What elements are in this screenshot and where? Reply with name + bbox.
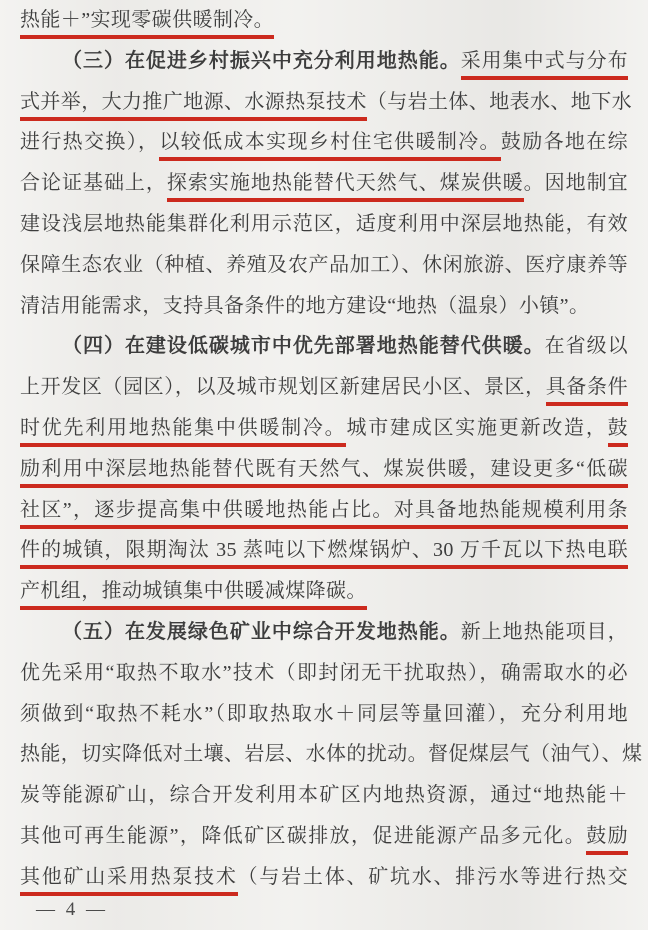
text-line	[20, 163, 628, 204]
text-line	[20, 122, 628, 163]
text-line	[20, 734, 643, 775]
text-line	[20, 204, 628, 245]
underlined-phrase: 热能＋”实现零碳供暖制冷。	[20, 9, 274, 39]
text-line	[20, 41, 628, 82]
underlined-phrase: 鼓励	[586, 825, 628, 855]
underlined-phrase: 鼓	[608, 417, 628, 447]
text-line	[20, 612, 628, 653]
text-segment: 炭等能源矿山，综合开发利用本矿区内地热资源，通过“地热能＋	[20, 784, 628, 807]
underlined-phrase: 采用集中式与分布	[461, 50, 628, 80]
page-number: — 4 —	[36, 898, 108, 920]
text-line	[20, 0, 628, 41]
text-line	[20, 857, 628, 898]
underlined-phrase: 以较低成本实现乡村住宅供暖制冷。	[159, 131, 500, 161]
text-segment: （与岩土体、矿坑水、排污水等进行热交	[237, 865, 629, 888]
text-segment: 在省级以	[544, 335, 628, 358]
underlined-phrase: 件的城镇，限期淘汰 35 蒸吨以下燃煤锅炉、30 万千瓦以下热电联	[20, 539, 628, 569]
underlined-phrase: 社区”，逐步提高集中供暖地热能占比。对具备地热能规模利用条	[20, 499, 628, 529]
underlined-phrase: 式并举，大力推广地源、水源热泵技术	[20, 91, 367, 121]
underlined-phrase: 产机组，推动城镇集中供暖减煤降碳。	[20, 580, 367, 610]
text-line	[20, 490, 628, 531]
text-line	[20, 653, 628, 694]
text-line	[20, 326, 628, 367]
section-heading: （三）在促进乡村振兴中充分利用地热能。	[62, 49, 461, 72]
underlined-phrase: 其他矿山采用热泵技术	[20, 866, 238, 896]
text-line	[20, 571, 628, 612]
text-line	[20, 245, 628, 286]
section-heading: （五）在发展绿色矿业中综合开发地热能。	[62, 620, 461, 643]
text-segment: 清洁用能需求，支持具备条件的地方建设“地热（温泉）小镇”。	[20, 294, 590, 317]
text-segment: 建设浅层地热能集群化利用示范区，适度利用中深层地热能，有效	[20, 212, 628, 235]
text-segment: 。因地制宜	[523, 172, 628, 195]
text-line	[20, 367, 628, 408]
document-body	[20, 0, 643, 898]
text-segment: 新上地热能项目，	[460, 620, 628, 643]
text-segment: 其他可再生能源”，降低矿区碳排放，促进能源产品多元化。	[20, 824, 587, 847]
text-segment: 鼓励各地在综	[500, 131, 629, 154]
text-segment: 保障生态农业（种植、养殖及农产品加工）、休闲旅游、医疗康养等	[20, 253, 628, 276]
section-heading: （四）在建设低碳城市中优先部署地热能替代供暖。	[62, 335, 545, 358]
text-segment: 上开发区（园区），以及城市规划区新建居民小区、景区，	[20, 376, 546, 399]
text-line	[20, 775, 628, 816]
underlined-phrase: 具备条件	[546, 376, 628, 406]
text-segment: （与岩土体、地表水、地下水	[366, 90, 633, 113]
text-line	[20, 82, 633, 123]
text-line	[20, 694, 628, 735]
text-line	[20, 449, 628, 490]
underlined-phrase: 励利用中深层地热能替代既有天然气、煤炭供暖，建设更多“低碳	[20, 458, 628, 488]
text-line	[20, 530, 628, 571]
text-segment: 须做到“取热不耗水”（即取热取水＋同层等量回灌），充分利用地	[20, 702, 628, 725]
text-line	[20, 286, 628, 327]
text-segment: 进行热交换），	[20, 131, 160, 154]
underlined-phrase: 时优先利用地热能集中供暖制冷。	[20, 417, 346, 447]
text-line	[20, 816, 628, 857]
text-line	[20, 408, 628, 449]
text-segment: 城市建成区实施更新改造，	[346, 416, 608, 439]
text-segment: 合论证基础上，	[20, 172, 167, 195]
text-segment: 优先采用“取热不取水”技术（即封闭无干扰取热），确需取水的必	[20, 661, 628, 684]
text-segment: 热能，切实降低对土壤、岩层、水体的扰动。督促煤层气（油气）、煤	[20, 743, 643, 766]
underlined-phrase: 探索实施地热能替代天然气、煤炭供暖	[167, 172, 524, 202]
